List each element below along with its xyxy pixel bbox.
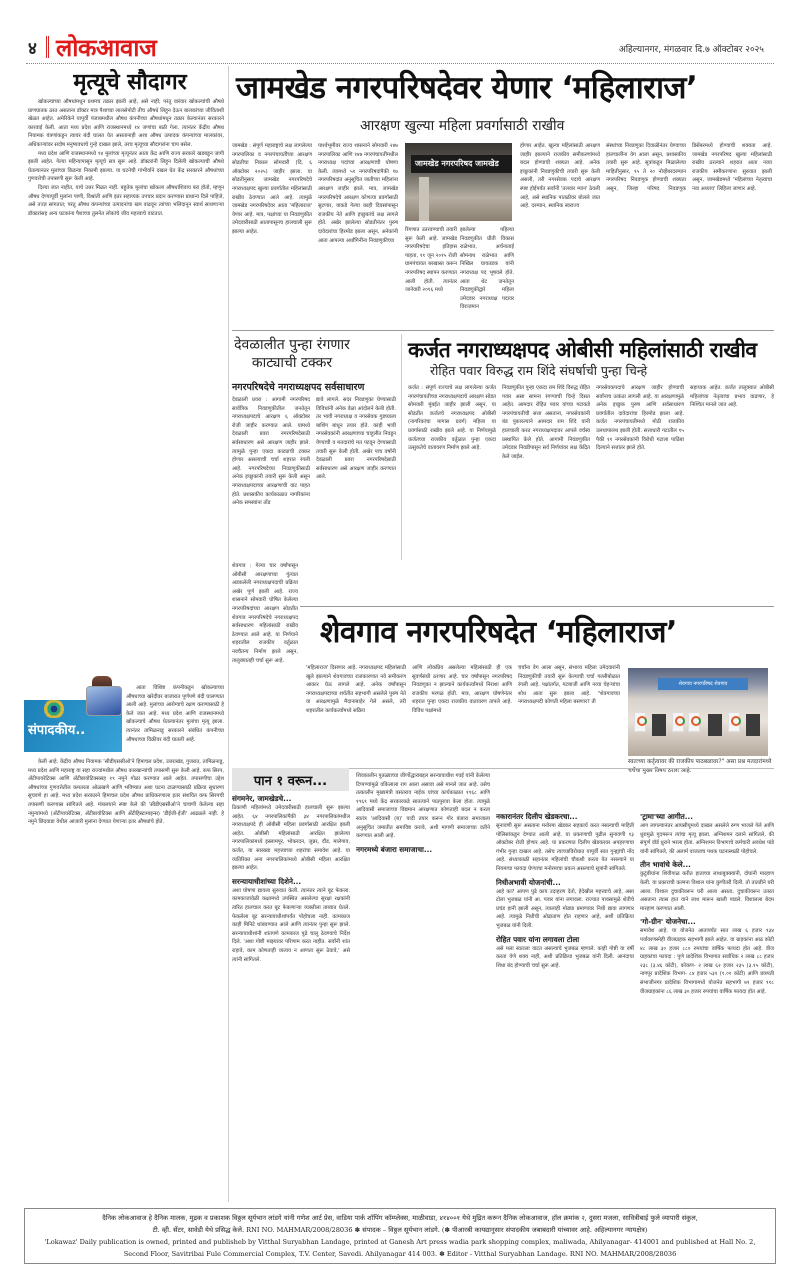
editorial-wrap-text — [126, 684, 224, 754]
karjat-subheadline: रोहित पवार विरुद्ध राम शिंदे संघर्षाची पुन्हा चिन्हे — [430, 363, 648, 378]
peacock-feather-icon — [40, 700, 68, 718]
continued-column — [232, 794, 350, 1194]
poster-icon — [672, 712, 684, 732]
shevgaon-photo-sign: शेवगाव नगरपरिषद शेवगाव — [658, 678, 748, 690]
shevgaon-photo — [628, 668, 768, 756]
continued-heading: संगमनेर, जामखेडचे... — [232, 794, 292, 803]
masthead-rule — [26, 63, 774, 64]
masthead-divider — [46, 36, 49, 58]
section-rule — [300, 606, 774, 607]
shevgaon-headline: शेवगाव नगरपरिषदेत ‘महिलाराज’ — [320, 615, 677, 650]
continued-text: सुनावणी सुरू असताना मनोरमा खेडकर सहकार्य करत नसल्याची माहिती पोलिसांकडून देण्यात आली आहे. या प्रकरणाची पुढील सुनावणी १३ ऑक्टोबर रोजी होणार आहे. या प्रकरणात दिलीप खेडकरवर अपहरणाचा गंभीर गुन्हा दाखल आहे. तसेच त्याच्याविरोधात यापूर्वी सात गुन्ह्यांची नोंद आहे. संध्याकाळी सहानंतर महिलांची चौकशी करता येत नसल्याने या नियमाचा फायदा घेण्याचा मनोरमाचा प्रयत्न असल्याचे सूत्रांनी सांगितले. — [496, 823, 634, 872]
continued-text: असे मला स्वतःला वाटत असल्याचे भुजबळ म्हणाले. काही गोष्टी या वर्षी करता येणे शक्य नाही, अशी प्रतिक्रिया भुजबळ यांनी दिली. आनंदाचा शिधा बंद होण्याची चर्चा सुरू आहे. — [496, 945, 634, 969]
window-icon — [652, 714, 666, 736]
devlali-column: द्यावे लागले. सदर निवडणुका घेण्यासाठी विविधांनी अनेक वेळा आंदोलने केली होती. तर भावी नगराध्यक्ष व नगरसेवक गुडघ्याला बाशिंग बांधून तयार होते. काही भावी नगरसेवकांनी आरक्षणाच्या चाहुलीत निवडून येण्याची व मतदारांचे मत पटवून देण्यासाठी तयारी सुरू केली होती. अखेर पाच वर्षांनी देवळाली प्रवरा नगरपरिषदेसाठी सर्वसाधारण असे आरक्षण जाहीर करण्यात आले. — [316, 397, 396, 481]
continued-text: आग लागल्यानंतर आयसीयूमध्ये दाखल असलेले रुग्ण भाजले गेले आणि धुरामुळे गुदमरून त्यांचा मृत्यू झाला. अग्निशमन दलाने सांगितले, की संपूर्ण वॉर्ड धुराने भरला होता. अग्निशमन विभागाचे कर्मचारी अवधेश पांडे यांनी सांगितले, की अलार्म वाजताच पथक घटनास्थळी पोहोचले. — [640, 823, 774, 855]
imprint-marathi-line: टी. व्ही. सेंटर, सावेडी येथे प्रसिद्ध केले. RNI NO. MAHMAR/2008/28036 ✽ संपादक – विठ्ठल सूर्यभान लांडगे. (✽ पीआरबी कायद्यानुसार संपादकीय जबाबदारी यांच्यावर आहे. अहिल्यानगर न्यायक्षेत्र) — [152, 1226, 648, 1234]
inkpot-icon — [86, 686, 122, 716]
imprint-box — [24, 1208, 776, 1264]
imprint-english-line: 'Lokawaz' Daily publication is owned, printed and publisheb by Vitthal Suryabhan Landage, printed at Ganesh Art press wadia park shopping complex, maliwada, Ahilyanagar- 414001 and published at Hall No. 2, — [44, 1238, 756, 1246]
jamkhed-photo — [405, 143, 512, 221]
window-icon — [746, 714, 760, 736]
editorial-paragraph: केली आहे. केंद्रीय औषध नियामक 'सीडीएससीओ'ने हिमाचल प्रदेश, उत्तराखंड, गुजरात, तामिळनाडू, मध्य प्रदेश आणि महाराष्ट्र या सहा राज्यांमधील औषध कारखान्यांची तपासणी सुरू केली आहे. कफ सिरप, अँटीपायरेटिक्स आणि अँटीबायोटिक्ससह १९ नमुने गोळा करण्यात आले आहेत. तपासणीचा उद्देश औषधांच्या गुणवत्तेतील कमतरता ओळखणे आणि भविष्यात अशा घटना टाळण्यासाठी प्रक्रिया सुधारणा सुचवणे हा आहे. मध्य प्रदेश सरकारने हिमाचल प्रदेश औषध प्राधिकरणाला इतर संशयित कफ सिरपची तपासणी करण्यास सांगितले आहे. मंत्रालयाने स्पष्ट केले की 'सीडीएससीओ'ने चाचणी केलेल्या सहा नमुन्यांमध्ये (अँटीपायरेटिक्स, अँटीबायोटिक्स आणि अँटीहिस्टामाइन्स) 'डीईजी-ईजी' आढळले नाही. हे नमुने छिंदवाडा येथील आजारी मुलांना देण्यात येणाऱ्या इतर औषधांचे होते. — [28, 759, 224, 826]
continued-column — [356, 772, 490, 1194]
editorial-title: मृत्यूचे सौदागर — [73, 70, 187, 95]
poster-icon — [634, 712, 646, 732]
editorial-body — [28, 98, 224, 658]
devlali-subheadline: नगरपरिषदेचे नगराध्यक्षपद सर्वसाधारण — [232, 382, 365, 393]
continued-heading: निधीअभावी योजनांची... — [496, 877, 561, 887]
date-line: अहिल्यानगर, मंगळवार दि.७ ऑक्टोबर २०२५ — [618, 45, 764, 55]
section-rule — [232, 330, 774, 331]
karjat-column: निवडणुकीत पुन्हा एकदा राम शिंदे विरुद्ध रोहित पवार असा सामना रंगण्याची चिन्हे दिसत आहेत. आमदार रोहित पवार यांच्या गटाकडे नगरपंचायतीची सत्ता असताना, नगरसेवकांनी बंड पुकारल्याने आमदार राम शिंदे यांनी हालचाली करत नगराध्यक्षपदावर आपले वर्चस्व प्रस्थापित केले होते. आगामी निवडणुकीत उमेदवार निवडीपासून सर्व निर्णयांवर लक्ष केंद्रित केले जाईल. — [502, 385, 590, 460]
karjat-column: कर्जत : संपूर्ण राज्याचे लक्ष लागलेल्या कर्जत नगरपंचायतीच्या नगराध्यक्षपदाचे आरक्षण सोडत सोमवारी मुंबईत जाहीर झाली असून, या सोडतीत कर्जतचे नगराध्यक्षपद ओबीसी (नागरिकांचा मागास प्रवर्ग) महिला या प्रवर्गासाठी राखीव झाले आहे. या निर्णयामुळे कर्जतच्या राजकीय वर्तुळात पुन्हा एकदा उत्सुकतेचे वातावरण निर्माण झाले आहे. — [408, 385, 496, 452]
shevgaon-column: शेवगाव : गेल्या चार वर्षांपासून ओबीसी आरक्षणाच्या गुंत्यात अडकलेली नगराध्यक्षपदाची प्रक्रिया अखेर पूर्ण झाली आहे. राज्य शासनाने सोमवारी घोषित केलेल्या नगरपरिषदांच्या आरक्षण सोडतीत शेवगाव नगरपरिषदेचे नगराध्यक्षपद सर्वसाधारण महिलांसाठी राखीव ठेवण्यात आले आहे. या निर्णयाने शहरातील राजकीय वर्तुळात नवचैतन्य निर्माण झाले असून, तालुक्यातही चर्चा सुरू आहे. — [232, 563, 298, 664]
continued-heading: 'गो-ग्रीन' योजनेचा... — [640, 917, 696, 927]
newspaper-logo: लोकआवाज — [56, 34, 157, 62]
devlali-column: देवळाली प्रवरा : आगामी नगरपरिषद सार्वत्रिक निवडणुकीतील जनतेतून नगराध्यक्षपदाचे आरक्षण ६ ऑक्टोबर रोजी जाहीर करण्यात आले. यामध्ये देवळाली प्रवरा नगरपरिषदेसाठी सर्वसाधारण असे आरक्षण जाहीर झाले. त्यामुळे पुन्हा एकदा काट्याची टक्कर होणार असल्याची चर्चा शहरात रंगली आहे. नगरपरिषदेच्या निवडणुकीसाठी अनेक इच्छुकांनी तयारी सुरू केली असून नगराध्यक्षपदाच्या आरक्षणाची वाट पाहत होते. प्रशासकीय कार्यकाळात नागरिकांना अनेक समस्यांना तोंड — [232, 397, 310, 507]
continued-text: शिवकालीन पुतळ्याच्या जीर्णोद्धाराबद्दल सरन्यायाधीश गवई यांनी केलेल्या टिप्पण्यांमुळे वकिलाला राग आला असावा असे मानले जात आहे. तसेच तत्कालीन मुख्यमंत्री वसंतराव नाईक यांच्या कार्यकाळात १९६८ आणि १९६९ मध्ये केंद्र सरकारकडे सातत्याने पाठपुरावा केला होता. त्यामुळे आदिवासी समाजाच्या विद्यमान आरक्षणात कोणताही बदल न करता स्वतंत्र 'आदिवासी (ब)' यादी तयार करून गोर बंजारा समाजाला अनुसूचित जमातीत समाविष्ट करावे, अशी मागणी समाजाच्या वतीने करण्यात आली आहे. — [356, 773, 490, 840]
jamkhed-column: संस्थांच्या निवडणुका दिवाळीनंतर घेण्याच्या हालचालींना वेग आला असून, प्रशासकीय तयारी सुरू आहे. सूत्रांकडून मिळालेल्या माहितीनुसार, १५ ते २० नोव्हेंबरदरम्यान नगरपरिषद निवडणूक होण्याची शक्यता असून, जिल्हा परिषद निवडणूक डिसेंबरमध्ये होण्याची शक्यता आहे. जामखेड नगरपरिषद खुल्या महिलांसाठी राखीव ठरल्याने शहरात आता नव्या राजकीय समीकरणांना सुरुवात झाली असून, जामखेडमध्ये 'महिलांच्या नेतृत्वाचा नवा अध्याय' लिहिला जाणार आहे. — [606, 143, 772, 192]
devlali-headline-line: देवळालीत पुन्हा रंगणार — [234, 337, 350, 353]
photo-pillar — [419, 177, 429, 221]
jamkhed-column: पार्श्वभूमीवर राज्य शासनाने सोमवारी २४७ नगरपालिका आणि १४७ नगरपंचायतींमधील नगराध्यक्ष पदांच्या आरक्षणाची घोषणा केली. त्यामध्ये ५१ नगरपरिषदांपैकी १७ नगरपरिषदांत अनुसूचित जातीच्या महिलांना आरक्षण जाहीर झाले. मात्र, जामखेड नगरपरिषदेचे आरक्षण कोणत्या प्रवर्गासाठी सुटणार, याकडे गेल्या काही दिवसांपासून राजकीय नेते आणि इच्छुकांचे लक्ष लागले होते. अखेर झालेल्या सोडतीनंतर पुरुष दावेदारांचा हिरमोड झाला असून, अनेकांनी आता आपल्या अर्धांगिनींना निवडणुकीच्या — [318, 143, 398, 244]
continued-heading: तीन भावांचे केले... — [640, 860, 691, 870]
jamkhed-column: होणार आहेत. खुल्या महिलांसाठी आरक्षण जाहीर झाल्याने राजकीय समीकरणांमध्ये बदल होण्याची शक्यता आहे. अनेक इच्छुकांनी निवडणुकीची तयारी सुरू केली असली, तरी नगरसेवक पदाचे आरक्षण स्पष्ट होईपर्यंत सर्वांनी 'तलवार म्यान' ठेवली आहे, असे स्थानिक पातळीवर बोलले जात आहे. दरम्यान, स्थानिक स्वराज्य — [520, 143, 600, 210]
editorial-paragraph: आता विशिष्ट कंपनीकडून खोकल्याच्या औषधाच्या खरेदीवर बाजारात पूर्णपणे बंदी घालण्यात आली आहे. मुलांच्या आरोग्याचे रक्षण करण्यासाठी हे केले जात आहे. मध्य प्रदेश आणि राजस्थानमध्ये खोकल्याचे औषध घेतल्यानंतर मुलांचा मृत्यू झाला. त्यानंतर तामिळनाडू सरकारने संबंधित कंपनीच्या औषधाच्या विक्रीवर बंदी घातली आहे. — [126, 685, 224, 743]
shevgaon-column: आणि लोकप्रिय असलेल्या महिलांसाठी ही एक सुवर्णसंधी ठरणार आहे. चार वर्षांपासून नगरपरिषद निवडणुका न झाल्याने कार्यकर्त्यांमध्ये निराशा आणि राजकीय मरगळ होती. मात्र, आरक्षण घोषणेनंतर शहरात पुन्हा एकदा राजकीय वातावरण तापले आहे. विविध पक्षांमध्ये — [412, 665, 512, 714]
continued-heading: रोहित पवार यांना लगावला टोला — [496, 934, 580, 944]
jamkhed-column: झालेल्या पहिल्या निवडणुकीत प्रीती विकास राळेभात, अर्चनाताई सोमनाथ राळेभात आणि निखिल घायतडक यांनी नगराध्यक्ष पद भूषवले होते. आता थेट जनतेतून निवडणुकीद्वारे महिला उमेदवार नगराध्यक्ष पदावर विराजमान — [460, 227, 514, 311]
column-divider — [401, 334, 402, 560]
continued-text: कुटुंबीयांना शिवीगाळ करीत हाताच्या लाथाबुक्क्यांनी, दोघांनी मारहाण केली. या प्रकाराची कल्पना विशाल यांना कुणीतरी दिली. तो तातडीने घरी आला. विशाल दुचाकीवरून घरी आला असता, दुचाकीवरून उतरत असताना त्यास हात याने लाथ मारून खाली पाडले. विशालला बेदम मारहाण करण्यात आली. — [640, 871, 774, 912]
shevgaon-column: चर्चांना वेग आला असून, संभाव्य महिला उमेदवारांनी निवडणुकीची तयारी सुरू केल्याची चर्चा गल्लीबोळात रंगली आहे. पक्षांतर्गत, गटबाजी आणि नव्या चेहऱ्यांचा शोध आता सुरू झाला आहे. "शेवगावच्या नगराध्यक्षपदी कोणती महिला बसणार? ती — [518, 665, 620, 706]
shevgaon-photo-caption: स्वतःच्या कर्तृत्वावर की राजकीय पाठबळावर?" असा प्रश्न मतदारांमध्ये चर्चेचा मुख्य विषय ठरला आहे. — [628, 759, 772, 774]
jamkhed-column: रिंगणात उतरवण्याची तयारी सुरू केली आहे. जामखेड नगरपरिषदेचा इतिहास पाहता, ११ जून २०१५ रोजी ग्रामपंचायत बरखास्त करून नगरपरिषद स्थापन करण्यात आली होती. त्यानंतर जानेवारी २०१६ मध्ये — [405, 227, 457, 294]
imprint-english-line: Second Floor, Savitribai Fule Commercial Complex, T.V. Center, Savedi. Ahilyanagar 414 003. ✽ Editor - Vitthal Suryabhan Landage. RNI NO. MAHMAR/2008/28036 — [123, 1250, 677, 1258]
karjat-column: सहाय्यक आहेत. कर्जत तालुक्यात ओबीसी महिलांच्या नेतृत्वाचा प्रभाव वाढणार, हे निश्चित मानले जात आहे. — [690, 385, 774, 409]
continued-text: ठिकाणी महिलांमध्ये उमेदवारीसाठी हालचाली सुरू झाल्या आहेत. ६४ नगरपालिकांपैकी ३४ नगरपालिकांमधील नगराध्यक्षपदे ही ओबीसी महिला प्रवर्गासाठी आरक्षित झाली आहेत. ओबीसी महिलांसाठी आरक्षित झालेल्या नगरपालिकांमध्ये इस्लामपूर, भोकरदन, जुन्नर, दौंड, मालेगाव, कर्जत, या सारख्या महत्त्वाच्या शहरांचा समावेश आहे. या व्यतिरिक्त अन्य नगरपालिकांमध्ये ओबीसी महिला आरक्षित झाल्या आहेत. — [232, 805, 350, 872]
editorial-body-continued — [28, 758, 224, 1198]
continued-column — [640, 772, 774, 1194]
jamkhed-headline: जामखेड नगरपरिषदेवर येणार ‘महिलाराज’ — [236, 70, 698, 106]
imprint-marathi-line: दैनिक लोकआवाज हे दैनिक मालक, मुद्रक व प्रकाशक विठ्ठल सूर्यभान लांडगे यांनी गणेश आर्ट प्रेस, वाडिया पार्क शॉपिंग कॉम्प्लेक्स, माळीवाडा, ४१४००१ येथे मुद्रित करून दैनिक लोकआवाज, हॉल क्रमांक २, दुसरा मजला, सावित्रीबाई फुले व्यापारी संकुल, — [102, 1214, 698, 1222]
devlali-headline-line: काट्याची टक्कर — [251, 355, 333, 371]
jamkhed-column: जामखेड : संपूर्ण महाराष्ट्राचे लक्ष लागलेल्या नगरपालिका व नगरपंचायतींच्या आरक्षण सोडतीचा निकाल सोमवारी (दि. ६ ऑक्टोबर २०२५) जाहीर झाला. या सोडतीनुसार जामखेड नगरपरिषदेचे नगराध्यक्षपद खुल्या प्रवर्गातील महिलांसाठी राखीव ठेवण्यात आले आहे. त्यामुळे जामखेड नगरपरिषदेवर आता 'महिलाराज' येणार आहे. मात्र, पक्षांच्या या निवडणुकीत उमेदवारीसाठी आतापासूनच हालचाली सुरू झाल्या आहेत. — [232, 143, 312, 235]
column-divider — [228, 66, 229, 1202]
shevgaon-column: 'महिलाराज' दिसणार आहे. नगराध्यक्षपद महिलांसाठी खुले झाल्याने शेवगावच्या राजकारणात नवे समीकरण आकार घेऊ लागले आहे. अनेक वर्षांपासून नगराध्यक्षपदाच्या शर्यतीत सहभागी असलेले पुरुष नेते या आरक्षणामुळे मैदानाबाहेर गेले असले, तरी शहरातील कार्यकर्त्यांमध्ये सक्रिय — [306, 665, 406, 714]
karjat-column: नगरसेवकपदाचे आरक्षण जाहीर होण्याची सर्वांनाच उत्कंठा लागली आहे. या आरक्षणामुळे अनेक इच्छुक पुरुष आणि सर्वसाधारण प्रवर्गातील दावेदारांचा हिरमोड झाला आहे. कर्जत नगरपंचायतीमध्ये मोठी राजकीय उलथापालथ झाली होती. सत्ताधारी गटातील १५ पैकी ११ नगरसेवकांनी विरोधी गटाला पाठिंबा दिल्याने सत्तांतर झाले होते. — [596, 385, 684, 452]
editorial-paragraph: खोकल्याच्या औषधांमधून प्रथमच तक्रार झाली आहे, असे नाही; परंतु वारंवार खोकल्यांची औषधे प्राणघातक ठरत असताना डॉक्टर मात्र पैशाच्या लालसेपोटी तीच औषधे लिहून देऊन बालकांच्या जीविताशी खेळत आहेत. अमेरिकेने यापूर्वी पंजाबमधील औषध कंपनीच्या औषधांमधून तक्रार केल्यानंतर सरकारने कारवाई केली. आता मध्य प्रदेश आणि राजस्थानमध्ये १४ जणांचा बळी गेला. त्यानंतर केंद्रीय औषध नियामक यंत्रणांकडून त्यावर बंदी घालत येत असतानाही अशा औषध उत्पादक कंपन्यांच्या मालकांवर, अधिकाऱ्यांवर सदोष मनुष्यवधाचे गुन्हे दाखल झाले, तरच मृत्यूच्या सौदागरांना चाप बसेल. — [28, 99, 224, 148]
continued-heading: नकारानंतर दिलीप खेडकरचा... — [496, 812, 578, 821]
continued-text: आहे का? आपण पुढे काय उदाहरण देतो, हेदेखील महत्त्वाचे आहे, असा टोला भुजबळ यांनी आ. पवार यांना लगावला. राज्यात पावसामुळे शेतीचे प्रचंड हानी झाली असून, त्यालाही मोठ्या प्रमाणावर निधी द्यावा लागणार आहे. त्यामुळे निधीची ओढाताण होत राहणार आहे, अशी प्रतिक्रिया भुजबळ यांनी दिली. — [496, 888, 634, 929]
jamkhed-subheadline: आरक्षण खुल्या महिला प्रवर्गासाठी राखीव — [360, 118, 565, 134]
continued-heading: सरन्यायाधीशांच्या दिशेने... — [232, 876, 302, 886]
poster-icon — [688, 712, 700, 732]
continued-column — [496, 772, 634, 1194]
devlali-headline — [232, 336, 352, 372]
window-icon — [708, 714, 722, 736]
jamkhed-photo-sign: जामखेड नगरपरिषद जामखेड — [411, 155, 512, 173]
continued-title: पान १ वरून... — [253, 774, 328, 789]
editorial-paragraph: मध्य प्रदेश आणि राजस्थानमध्ये १४ मुलांच्या मृत्यूनंतर आता केंद्र आणि राज्य सरकारे खडबडून जागी झाली आहेत. गेल्या महिन्यापासून मृत्यूचे सत्र सुरू आहे. डॉक्टरांनी लिहून दिलेली खोकल्याची औषधे घेतल्यानंतर मुलांच्या किडन्या निकामी झाल्या. या घटनेची गांभीर्याने दखल घेत केंद्र सरकारने औषधांच्या गुणवत्तेची तपासणी सुरू केली आहे. — [28, 150, 224, 183]
page-number: ४ — [28, 39, 37, 59]
continued-heading: नगरमध्ये बंजारा समाजाचा... — [356, 844, 433, 854]
continued-text: समावेश आहे. या योजनेत आतापर्यंत सात लाख ६ हजार ९३४ पर्यावरणस्नेही वीजग्राहक सहभागी झाले आहेत. या ग्राहकांना आठ कोटी ४८ लाख ३० हजार ८८० रुपयांचा वार्षिक फायदा होत आहे. वीज ग्राहकांचा फायदा : पुणे प्रादेशिक विभागात सर्वाधिक २ लाख ८८ हजार २३८ (३.४६ कोटी), कोकण- २ लाख ६२ हजार २३५ (३.१५ कोटी), नागपूर प्रादेशिक विभाग- ८४ हजार ५३१ (१.०१ कोटी) आणि छत्रपती संभाजीनगर प्रादेशिक विभागामध्ये योजनेत सहभागी ७१ हजार ९१८ वीजग्राहकांना ८६ लाख ३० हजार रुपयांचा वार्षिक फायदा होत आहे. — [640, 928, 774, 995]
editorial-paragraph: दिल्या जात नाहीत, याचे उत्तर मिळत नाही. बहुतेक मुलांचा खोकला औषधांशिवाय बरा होतो, म्हणून औषध देण्यापूर्वी मुलांना पाणी, विश्रांती आणि इतर सहाय्यक उपचार प्रदान करण्यास प्राधान्य दिले पाहिजे, असे तज्ज्ञ सांगतात; परंतु औषध कंपन्यांच्या उत्पादनांचा खप वाढवून त्यांच्या भलिदानून स्वार्थ साधणाऱ्या डॉक्टरांसह अन्य घटकांना पैशाच्या तुलनेत लोकांचे जीव महत्त्वाचे वाटतात. — [28, 184, 224, 217]
continued-heading: 'ट्रामा'च्या आगीत... — [640, 812, 693, 821]
editorial-badge: संपादकीय.. — [28, 723, 86, 738]
karjat-headline: कर्जत नगराध्यक्षपद ओबीसी महिलांसाठी राखीव — [408, 338, 757, 362]
poster-icon — [728, 712, 740, 732]
continued-text: अशा घोषणा द्यायला सुरुवात केली. त्यानंतर त्याने बूट फेकला. कामकाजावेळी कक्षामध्ये उपस्थित असलेल्या सुरक्षा रक्षकांनी त्वरित हालचाल करत बूट फेकणाऱ्या व्यक्तीला ताब्यात घेतले. फेकलेला बूट सरन्यायाधीशांपर्यंत पोहोचला नाही. कामकाज काही मिनिटे थांबवण्यात आले आणि त्यानंतर पुन्हा सुरू झाले. सरन्यायाधीशांनी शांतपणे कामकाज पुढे चालू ठेवण्याचे निर्देश दिले. 'अशा गोष्टी माझ्यावर परिणाम करत नाहीत. सर्वांनी शांत राहावे, काम कोणताही व्यत्यय न आणता सुरू ठेवावे,' असे त्यांनी सांगितले. — [232, 887, 350, 963]
